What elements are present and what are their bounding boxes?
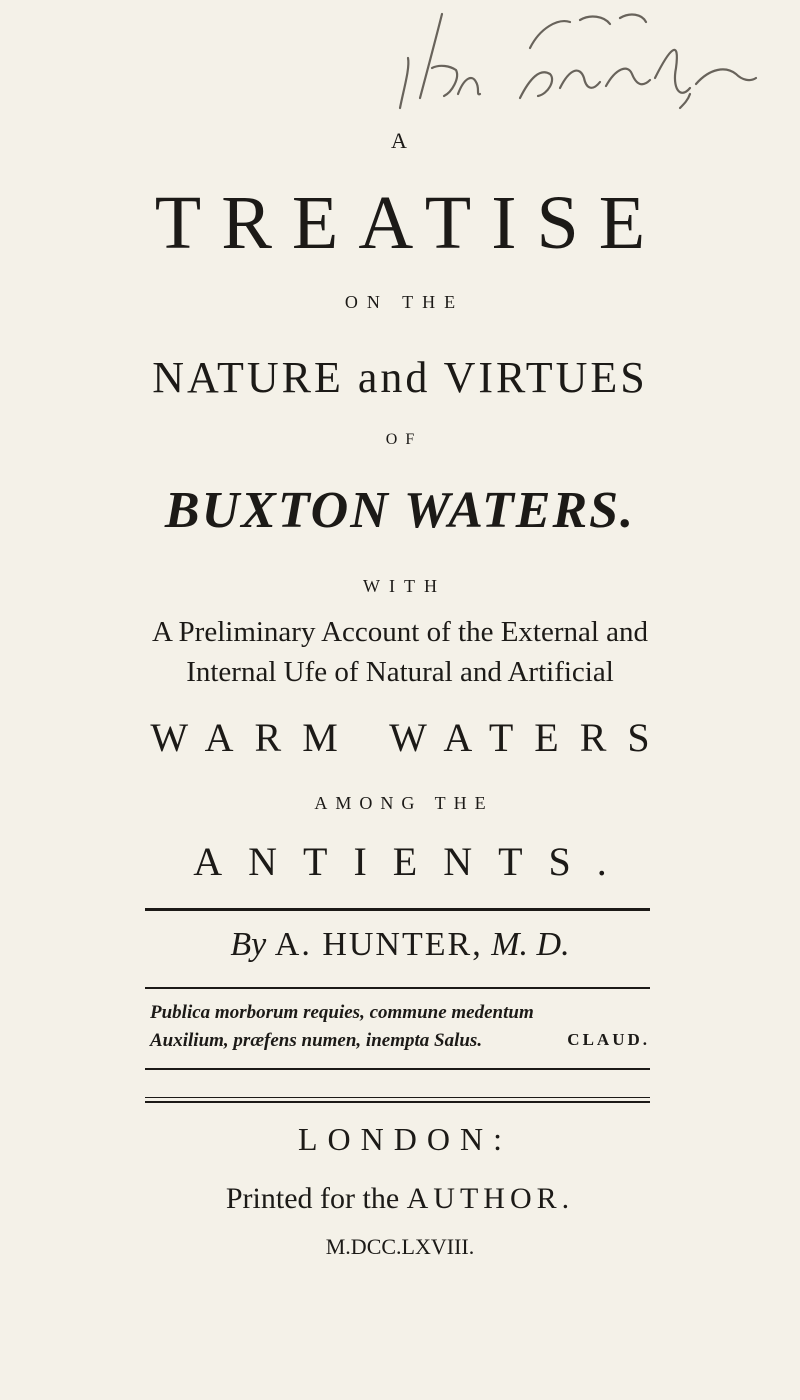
imprint-city: LONDON: (298, 1121, 512, 1157)
imprint-printed-for (0, 1182, 800, 1216)
preliminary-account-line-2: Internal Ufe of Natural and Artificial (186, 656, 614, 688)
handwritten-inscription-drawing (380, 8, 760, 118)
motto-line-2-text: Auxilium, præfens numen, inempta Salus. (150, 1030, 483, 1051)
buxton-waters: BUXTON WATERS. (164, 482, 636, 539)
article-a: A (391, 128, 409, 153)
imprint-date: M.DCC.LXVIII. (325, 1234, 475, 1259)
handwritten-inscription (380, 8, 760, 118)
printed-for-author: AUTHOR. (406, 1182, 575, 1215)
preliminary-account-line-1: A Preliminary Account of the External and (151, 616, 649, 648)
antients: ANTIENTS. (193, 839, 633, 884)
author-byline (0, 926, 800, 964)
printed-for-text: Printed for the (225, 1182, 400, 1215)
byline-by: By (230, 926, 267, 963)
of-text: OF (385, 431, 423, 448)
motto-line-1: Publica morborum requies, commune medentum (150, 1002, 534, 1023)
nature-and-virtues: NATURE and VIRTUES (152, 353, 648, 402)
among-the-text: AMONG THE (314, 793, 494, 813)
warm-waters: WARM WATERS (150, 715, 671, 760)
byline-degree: M. D. (491, 926, 570, 963)
title-treatise: TREATISE (154, 181, 666, 265)
rule-divider (145, 987, 650, 989)
on-the-text: ON THE (344, 292, 465, 312)
byline-author: A. HUNTER, (274, 926, 483, 963)
rule-divider (145, 908, 650, 911)
rule-divider (145, 1101, 650, 1103)
rule-divider (145, 1068, 650, 1070)
motto-line-2 (150, 1030, 650, 1052)
rule-divider (145, 1097, 650, 1098)
with-text: WITH (363, 576, 446, 596)
motto-attribution: CLAUD. (567, 1030, 650, 1049)
